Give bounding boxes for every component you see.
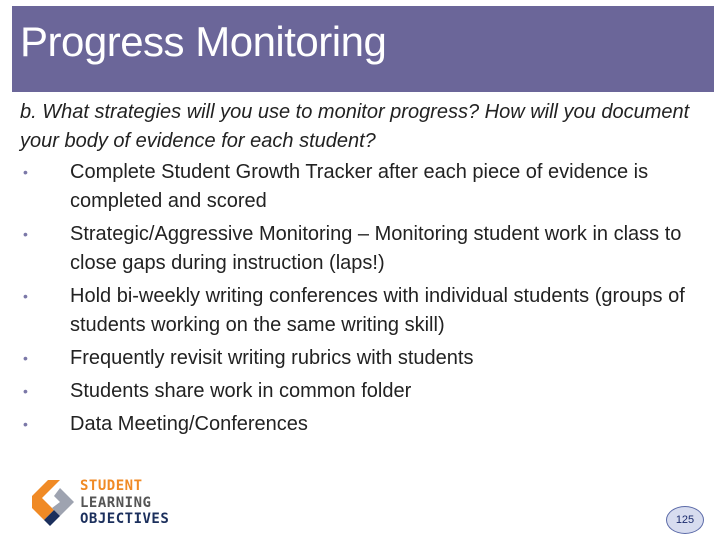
- list-item: • Hold bi-weekly writing conferences with individual students (groups of students working on the same writing skill): [20, 282, 700, 340]
- question-text: b. What strategies will you use to monitor progress? How will you document your body of evidence for each student?: [20, 101, 690, 152]
- page-number: 125: [666, 506, 704, 534]
- list-item: • Complete Student Growth Tracker after each piece of evidence is completed and scored: [20, 158, 700, 216]
- page-title: Progress Monitoring: [20, 18, 387, 65]
- logo-text: [80, 478, 169, 528]
- bullet-icon: •: [23, 383, 28, 399]
- logo-line-objectives: OBJECTIVES: [80, 511, 170, 527]
- bullet-icon: •: [23, 226, 28, 242]
- logo-line-learning: LEARNING: [80, 494, 152, 511]
- bullet-icon: •: [23, 350, 28, 366]
- slide-content: [20, 98, 700, 443]
- bullet-icon: •: [23, 288, 28, 304]
- logo-mark-icon: [30, 476, 76, 530]
- title-bar: [12, 6, 714, 92]
- bullet-icon: •: [23, 416, 28, 432]
- slo-logo: [30, 476, 200, 532]
- list-item: • Strategic/Aggressive Monitoring – Monitoring student work in class to close gaps during instruction (laps!): [20, 220, 700, 278]
- list-item: • Data Meeting/Conferences: [20, 410, 700, 439]
- logo-line-student: STUDENT: [80, 478, 143, 494]
- list-item: • Students share work in common folder: [20, 377, 700, 406]
- list-item: • Frequently revisit writing rubrics with students: [20, 344, 700, 373]
- strategy-list: [20, 158, 700, 439]
- bullet-icon: •: [23, 164, 28, 180]
